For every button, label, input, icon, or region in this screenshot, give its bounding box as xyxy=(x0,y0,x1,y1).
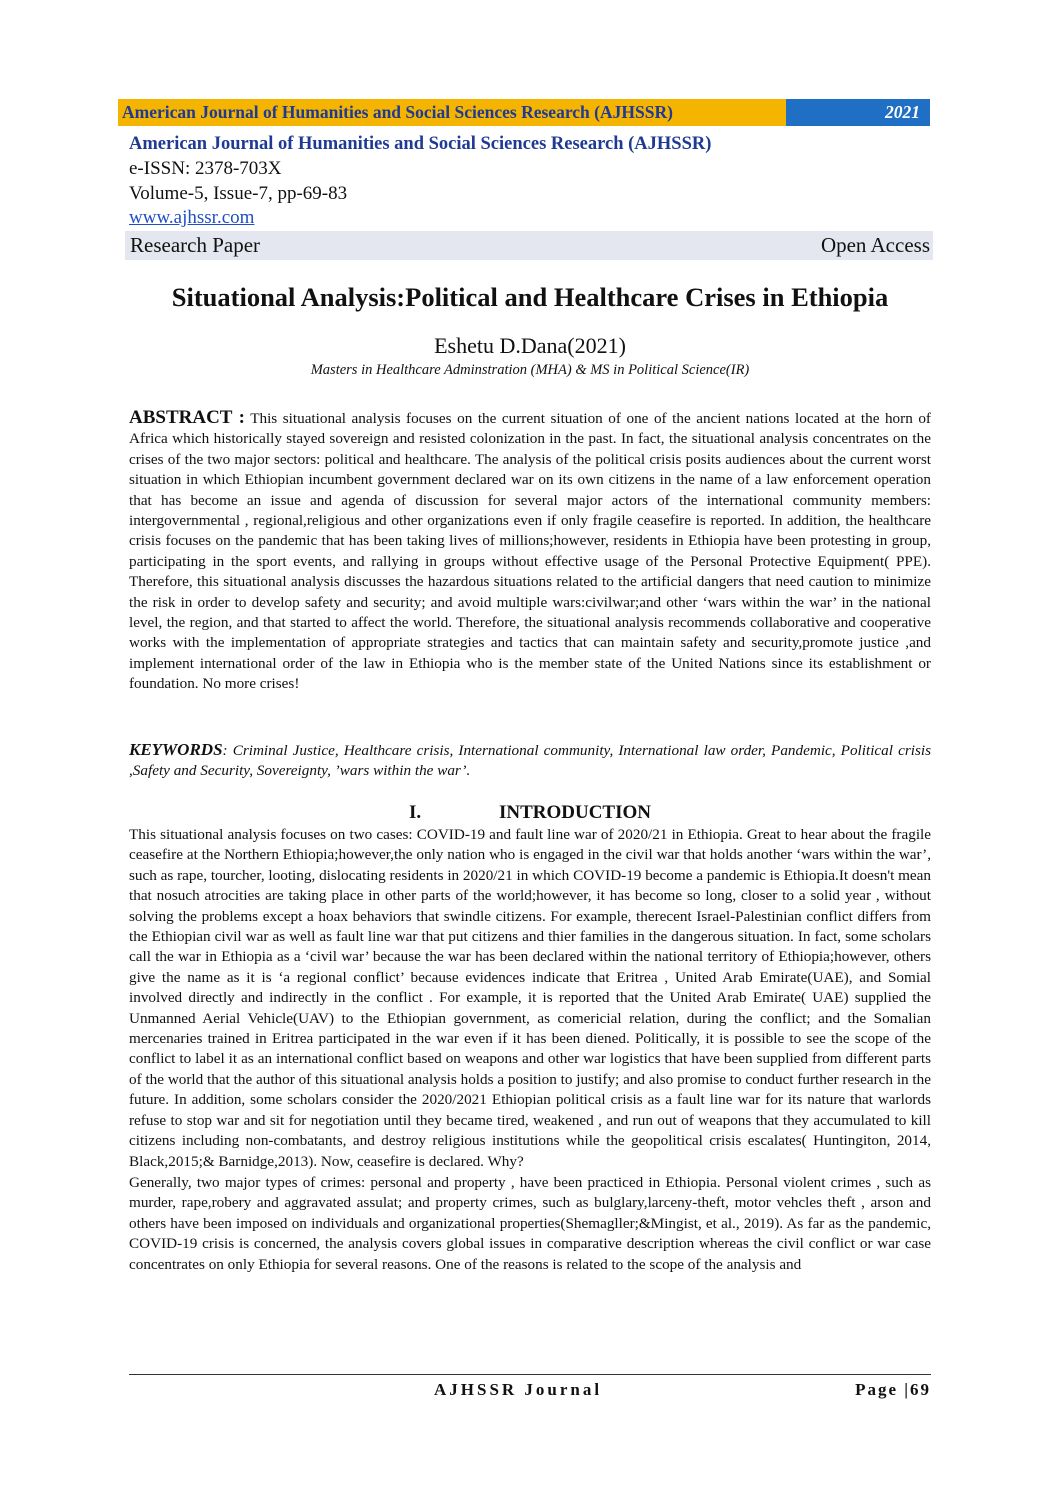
keywords-text: : Criminal Justice, Healthcare crisis, International community, International law order, Pandemic, Political crisis ,Safety and Security, Sovereignty, ’wars within the war’. xyxy=(129,742,931,780)
keywords xyxy=(129,740,931,782)
footer-journal: AJHSSR Journal xyxy=(434,1380,603,1399)
intro-paragraph: Generally, two major types of crimes: personal and property , have been practiced in Ethiopia. Personal violent crimes , such as murder, rape,robery and aggravated assulat; and property crimes, such as bulglary,larceny-theft, motor vehcles theft , arson and others have been imposed on individuals and organizational properties(Shemagller;&Mingist, et al., 2019). As far as the pandemic, COVID-19 crisis is concerned, the analysis covers global issues in comparative description whereas the civil conflict or war case concentrates on only Ethiopia for several reasons. One of the reasons is related to the scope of the analysis and xyxy=(129,1173,931,1273)
paper-type-bar xyxy=(125,231,933,260)
journal-header-bar xyxy=(118,99,930,126)
paper-title: Situational Analysis:Political and Healthcare Crises in Ethiopia xyxy=(171,282,889,312)
journal-title: American Journal of Humanities and Social Sciences Research (AJHSSR) xyxy=(129,134,712,154)
footer-page-number: 69 xyxy=(910,1380,931,1399)
paper-author: Eshetu D.Dana(2021) xyxy=(434,333,626,358)
section-heading-introduction xyxy=(129,802,931,824)
journal-info-block xyxy=(129,132,929,229)
abstract-label: ABSTRACT : xyxy=(129,407,245,428)
author-affiliation: Masters in Healthcare Adminstration (MHA) & MS in Political Science(IR) xyxy=(310,362,750,378)
keywords-label: KEYWORDS xyxy=(129,740,223,759)
open-access-label: Open Access xyxy=(820,233,930,257)
page-footer xyxy=(129,1374,931,1400)
abstract-text: This situational analysis focuses on the current situation of one of the ancient nations located at the horn of Africa which historically stayed sovereign and resisted colonization in the past. In fact, the situational analysis concentrates on the crises of the two major sectors: political and healthcare. The analysis of the political crisis posits audiences about the current worst situation in which Ethiopian incumbent government declared war on its own citizens in the name of a law enforcement operation that has become an issue and agenda of discussion for several major actors of the international community members: intergovernmental , regional,religious and other organizations even if only fragile ceasefire is reported. In addition, the healthcare crisis focuses on the pandemic that has been taking lives of millions;however, residents in Ethiopia have been protesting in group, participating in the sport events, and rallying in groups without effective usage of the Personal Protective Equipment( PPE). Therefore, this situational analysis discusses the hazardous situations related to the artificial dangers that need caution to minimize the risk in order to develop safety and security; and avoid multiple wars:civilwar;and other ‘wars within the war’ in the national level, the region, and that started to affect the world. Therefore, the situational analysis recommends collaborative and cooperative works with the implementation of appropriate strategies and tactics that can maintain safety and security,promote justice ,and implement international order of the law in Ethiopia who is the member state of the United Nations since its establishment or foundation. No more crises! xyxy=(129,410,931,693)
journal-website-link[interactable]: www.ajhssr.com xyxy=(129,207,255,228)
journal-issn: e-ISSN: 2378-703X xyxy=(129,158,282,179)
header-journal-name: American Journal of Humanities and Social Sciences Research (AJHSSR) xyxy=(118,99,786,126)
section-number: I. xyxy=(408,802,422,823)
section-title: INTRODUCTION xyxy=(498,802,652,823)
intro-paragraph: This situational analysis focuses on two cases: COVID-19 and fault line war of 2020/21 in Ethiopia. Great to hear about the fragile ceasefire at the Northern Ethiopia;however,the only nation who is engaged in the civil war that holds another ‘wars within the war’, such as rape, tourcher, looting, dislocating residents in 2020/21 in which COVID-19 become a pandemic is Ethiopia.It doesn't mean that nosuch atrocities are taking place in other parts of the world;however, it has become so long, closer to a solid year , without solving the problems except a hoax behaviors that swindle citizens. For example, therecent Israel-Palestinian conflict differs from the Ethiopian civil war as well as fault line war that put citizens and thier families in the dangerous situation. In fact, some scholars call the war in Ethiopia as a ‘civil war’ because the war has been declared within the national territory of Ethiopia;however, others give the name as it is ‘a regional conflict’ because evidences indicate that Eritrea , United Arab Emirate(UAE), and Somial involved directly and indirectly in the conflict . For example, it is reported that the United Arab Emirate( UAE) supplied the Unmanned Aerial Vehicle(UAV) to the Ethiopian government, as comericial relation, during the conflict; and the Somalian mercenaries trained in Eritrea participated in the war even if it has been diened. Politically, it is possible to see the scope of the conflict to label it as an international conflict based on weapons and other war logistics that have been supplied from different parts of the world that the author of this situational analysis holds a position to justify; and also promise to conduct further research in the future. In addition, some scholars consider the 2020/2021 Ethiopian political crisis as a fault line war for its nature that warlords refuse to stop war and sit for negotiation until they became tired, weakened , and run out of weapons that they accumulated to kill citizens including non-combatants, and destroy religious institutions while the geopolitical crisis escalates( Huntingiton, 2014, Black,2015;& Barnidge,2013). Now, ceasefire is declared. Why? xyxy=(129,826,931,1170)
journal-volume: Volume-5, Issue-7, pp-69-83 xyxy=(129,183,348,204)
footer-page xyxy=(855,1380,931,1400)
header-year: 2021 xyxy=(786,99,930,126)
abstract xyxy=(129,408,931,695)
footer-page-label: Page | xyxy=(855,1380,910,1399)
introduction-body xyxy=(129,825,931,1276)
paper-type-label: Research Paper xyxy=(130,233,261,257)
